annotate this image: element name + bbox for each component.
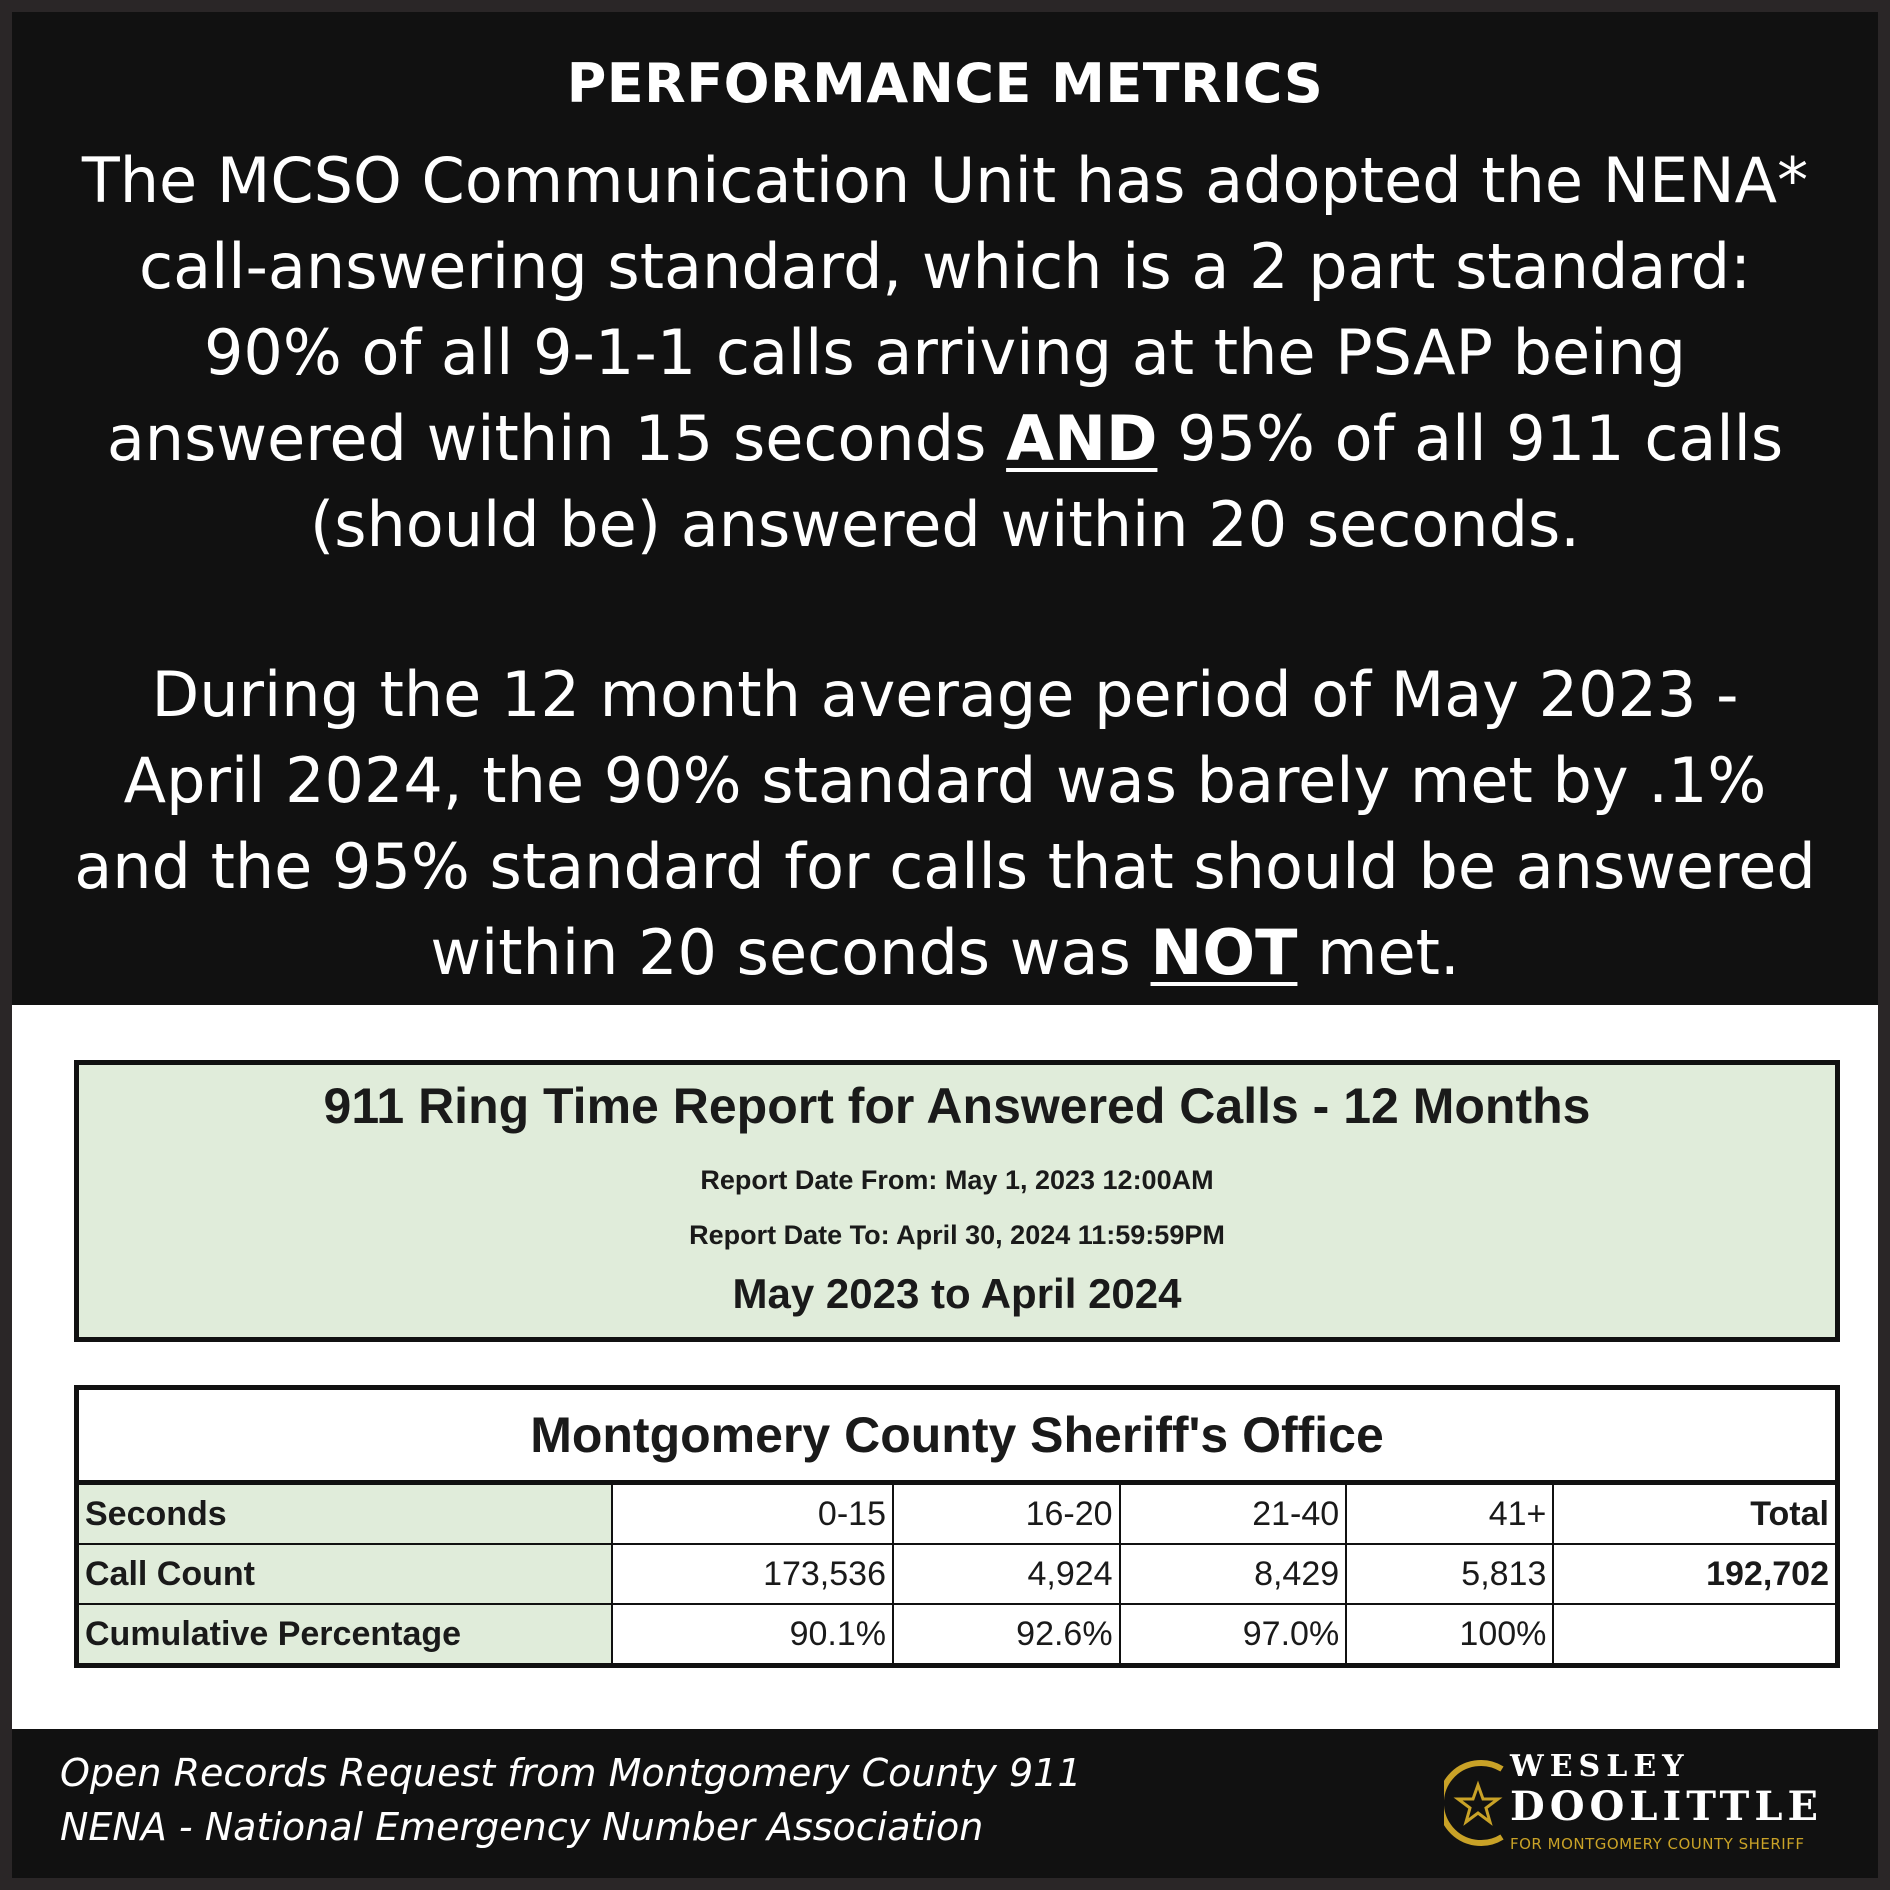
row-label: Seconds — [77, 1483, 613, 1545]
footer — [12, 1729, 1878, 1878]
and-emphasis: AND — [1006, 402, 1158, 475]
table-header-row — [77, 1388, 1838, 1483]
ring-time-table — [74, 1385, 1840, 1668]
period-text-2: met. — [1297, 916, 1460, 989]
period-text-1: During the 12 month average period of May 2023 - April 2024, the 90% standard was barely met by .1% and the 95% standard for calls that should be answered within 20 seconds was — [74, 658, 1816, 989]
headline: PERFORMANCE METRICS — [566, 52, 1324, 115]
table-cell: 5,813 — [1346, 1544, 1553, 1604]
report-title: 911 Ring Time Report for Answered Calls - 12 Months — [323, 1078, 1591, 1134]
table-cell: Total — [1553, 1483, 1837, 1545]
table-cell: 90.1% — [612, 1604, 893, 1666]
logo-first-name: WESLEY — [1510, 1749, 1690, 1784]
row-label: Cumulative Percentage — [77, 1604, 613, 1666]
office-title: Montgomery County Sheriff's Office — [77, 1388, 1838, 1483]
logo-tagline: FOR MONTGOMERY COUNTY SHERIFF — [1510, 1835, 1805, 1853]
standard-paragraph — [72, 138, 1818, 568]
table-cell: 173,536 — [612, 1544, 893, 1604]
table-cell: 100% — [1346, 1604, 1553, 1666]
table-row — [77, 1604, 1838, 1666]
report-date-from: Report Date From: May 1, 2023 12:00AM — [700, 1165, 1214, 1195]
campaign-logo — [1444, 1749, 1824, 1859]
table-cell: 97.0% — [1120, 1604, 1347, 1666]
table-row — [77, 1483, 1838, 1545]
report-range: May 2023 to April 2024 — [732, 1270, 1182, 1317]
period-paragraph — [72, 652, 1818, 996]
table-cell: 192,702 — [1553, 1544, 1837, 1604]
standard-text-1: The MCSO Communication Unit has adopted the NENA* call-answering standard, which is a 2 part standard: 90% of all 9-1-1 calls arriving at the PSAP being answered within 15 seconds — [81, 144, 1809, 475]
standard-text-2: 95% of all 911 calls (should be) answered within 20 seconds. — [310, 402, 1784, 561]
report-summary-box — [74, 1060, 1840, 1342]
table-cell: 0-15 — [612, 1483, 893, 1545]
metrics-header — [12, 12, 1878, 1005]
report-panel — [12, 1005, 1878, 1729]
not-emphasis: NOT — [1150, 916, 1298, 989]
nena-note: NENA - National Emergency Number Association — [60, 1805, 984, 1849]
source-note: Open Records Request from Montgomery County 911 — [60, 1751, 1082, 1795]
table-cell: 4,924 — [893, 1544, 1120, 1604]
table-cell: 41+ — [1346, 1483, 1553, 1545]
table-row — [77, 1544, 1838, 1604]
table-cell: 16-20 — [893, 1483, 1120, 1545]
row-label: Call Count — [77, 1544, 613, 1604]
report-date-to: Report Date To: April 30, 2024 11:59:59PM — [689, 1220, 1225, 1250]
table-cell — [1553, 1604, 1837, 1666]
table-cell: 8,429 — [1120, 1544, 1347, 1604]
sheriff-star-icon — [1444, 1755, 1508, 1851]
logo-last-name: DOOLITTLE — [1510, 1783, 1823, 1830]
table-cell: 21-40 — [1120, 1483, 1347, 1545]
table-cell: 92.6% — [893, 1604, 1120, 1666]
